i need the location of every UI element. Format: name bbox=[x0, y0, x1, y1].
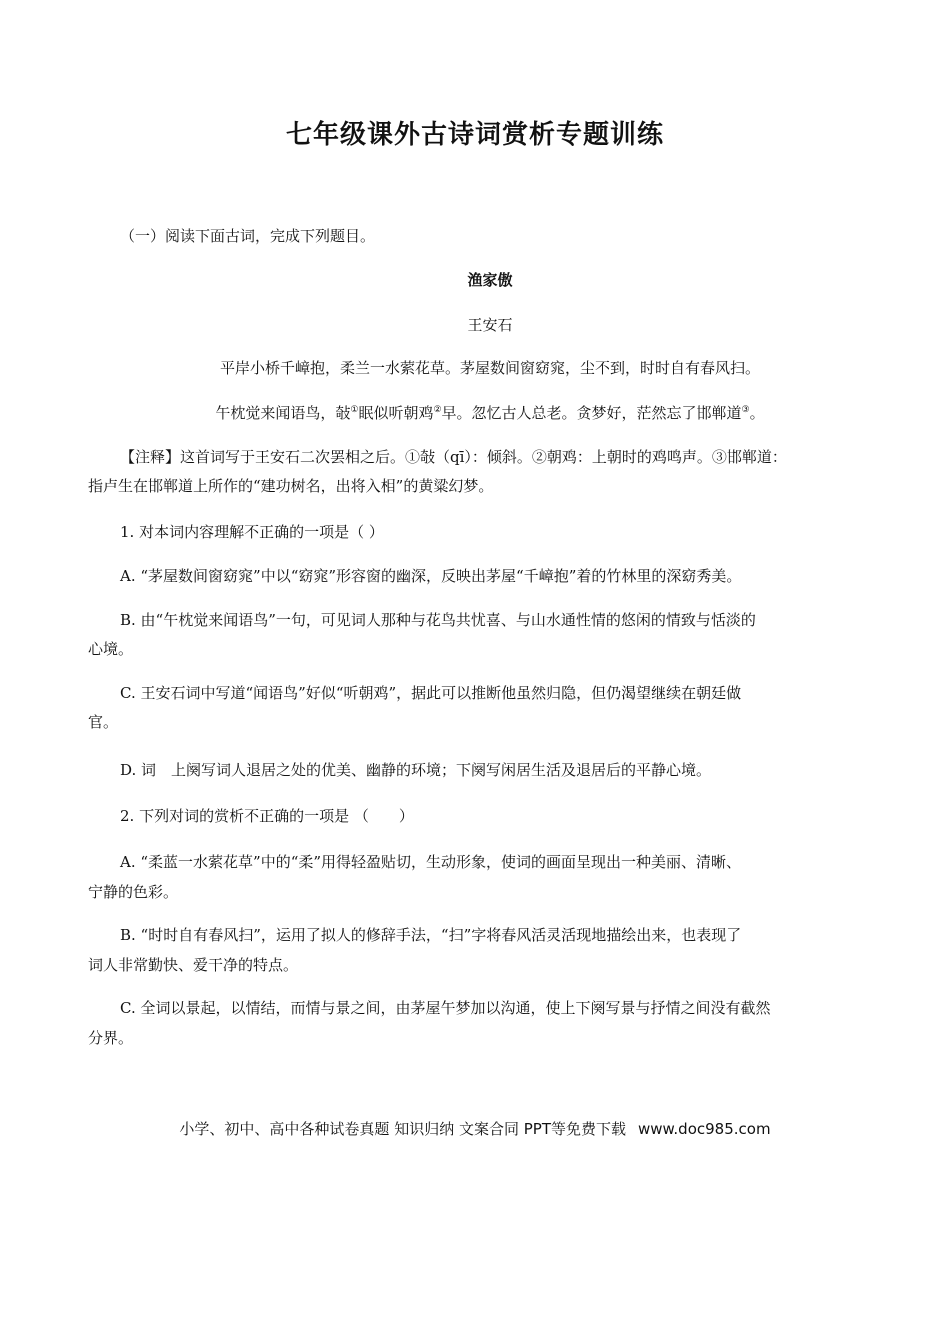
note-line-2: 指卢生在邯郸道上所作的“建功树名，出将入相”的黄粱幻梦。 bbox=[88, 477, 494, 495]
page-footer bbox=[0, 1118, 950, 1139]
question-1-option-a: A. “茅屋数间窗窈窕”中以“窈窕”形容窗的幽深，反映出茅屋“千嶂抱”着的竹林里的深窈秀美。 bbox=[120, 567, 742, 585]
footnote-marker-3: ③ bbox=[741, 405, 750, 415]
poem-line-2-part-a: 午枕觉来闻语鸟，敧 bbox=[215, 404, 351, 422]
question-2-option-a-line-2: 宁静的色彩。 bbox=[88, 883, 179, 901]
poem-title: 渔家傲 bbox=[467, 271, 513, 289]
question-2-stem: 2. 下列对词的赏析不正确的一项是 （ ） bbox=[120, 807, 414, 825]
section-intro: （一）阅读下面古词，完成下列题目。 bbox=[120, 227, 376, 245]
page-title: 七年级课外古诗词赏析专题训练 bbox=[285, 120, 664, 150]
question-1-option-d: D. 词 上阕写词人退居之处的优美、幽静的环境；下阕写闲居生活及退居后的平静心境。 bbox=[120, 761, 712, 779]
question-1-option-b-line-1: B. 由“午枕觉来闻语鸟”一句，可见词人那种与花鸟共忧喜、与山水通性情的悠闲的情致与恬淡的 bbox=[120, 611, 756, 629]
poem-line-2-part-c: 早。忽忆古人总老。贪梦好，茫然忘了邯郸道 bbox=[441, 404, 742, 422]
question-1-option-c-line-2: 官。 bbox=[88, 713, 119, 731]
poem-line-2-part-d: 。 bbox=[749, 404, 765, 422]
note-line-1: 【注释】这首词写于王安石二次罢相之后。①敧（qī）：倾斜。②朝鸡：上朝时的鸡鸣声。③邯郸道： bbox=[120, 448, 787, 466]
poem-line-2-part-b: 眠似听朝鸡 bbox=[358, 404, 434, 422]
question-2-option-b-line-2: 词人非常勤快、爱干净的特点。 bbox=[88, 956, 299, 974]
question-2-option-c-line-1: C. 全词以景起，以情结，而情与景之间，由茅屋午梦加以沟通，使上下阕写景与抒情之间没有截然 bbox=[120, 999, 771, 1017]
question-2-option-a-line-1: A. “柔蓝一水萦花草”中的“柔”用得轻盈贴切，生动形象，使词的画面呈现出一种美丽、清晰、 bbox=[120, 853, 742, 871]
footnote-marker-2: ② bbox=[433, 405, 442, 415]
question-2-option-c-line-2: 分界。 bbox=[88, 1029, 134, 1047]
poem-line-1: 平岸小桥千嶂抱，柔兰一水萦花草。茅屋数间窗窈窕，尘不到，时时自有春风扫。 bbox=[219, 359, 760, 377]
question-1-option-c-line-1: C. 王安石词中写道“闻语鸟”好似“听朝鸡”，据此可以推断他虽然归隐，但仍渴望继续在朝廷做 bbox=[120, 684, 742, 702]
footer-text: 小学、初中、高中各种试卷真题 知识归纳 文案合同 PPT等免费下载 bbox=[179, 1120, 626, 1138]
poem-line-2 bbox=[0, 400, 950, 423]
question-1-option-b-line-2: 心境。 bbox=[88, 640, 134, 658]
footnote-marker-1: ① bbox=[350, 405, 359, 415]
poem-author: 王安石 bbox=[467, 316, 513, 334]
footer-url-link[interactable]: www.doc985.com bbox=[637, 1120, 771, 1138]
question-1-stem: 1. 对本词内容理解不正确的一项是（ ） bbox=[120, 523, 384, 541]
question-2-option-b-line-1: B. “时时自有春风扫”，运用了拟人的修辞手法，“扫”字将春风活灵活现地描绘出来，也表现了 bbox=[120, 926, 742, 944]
